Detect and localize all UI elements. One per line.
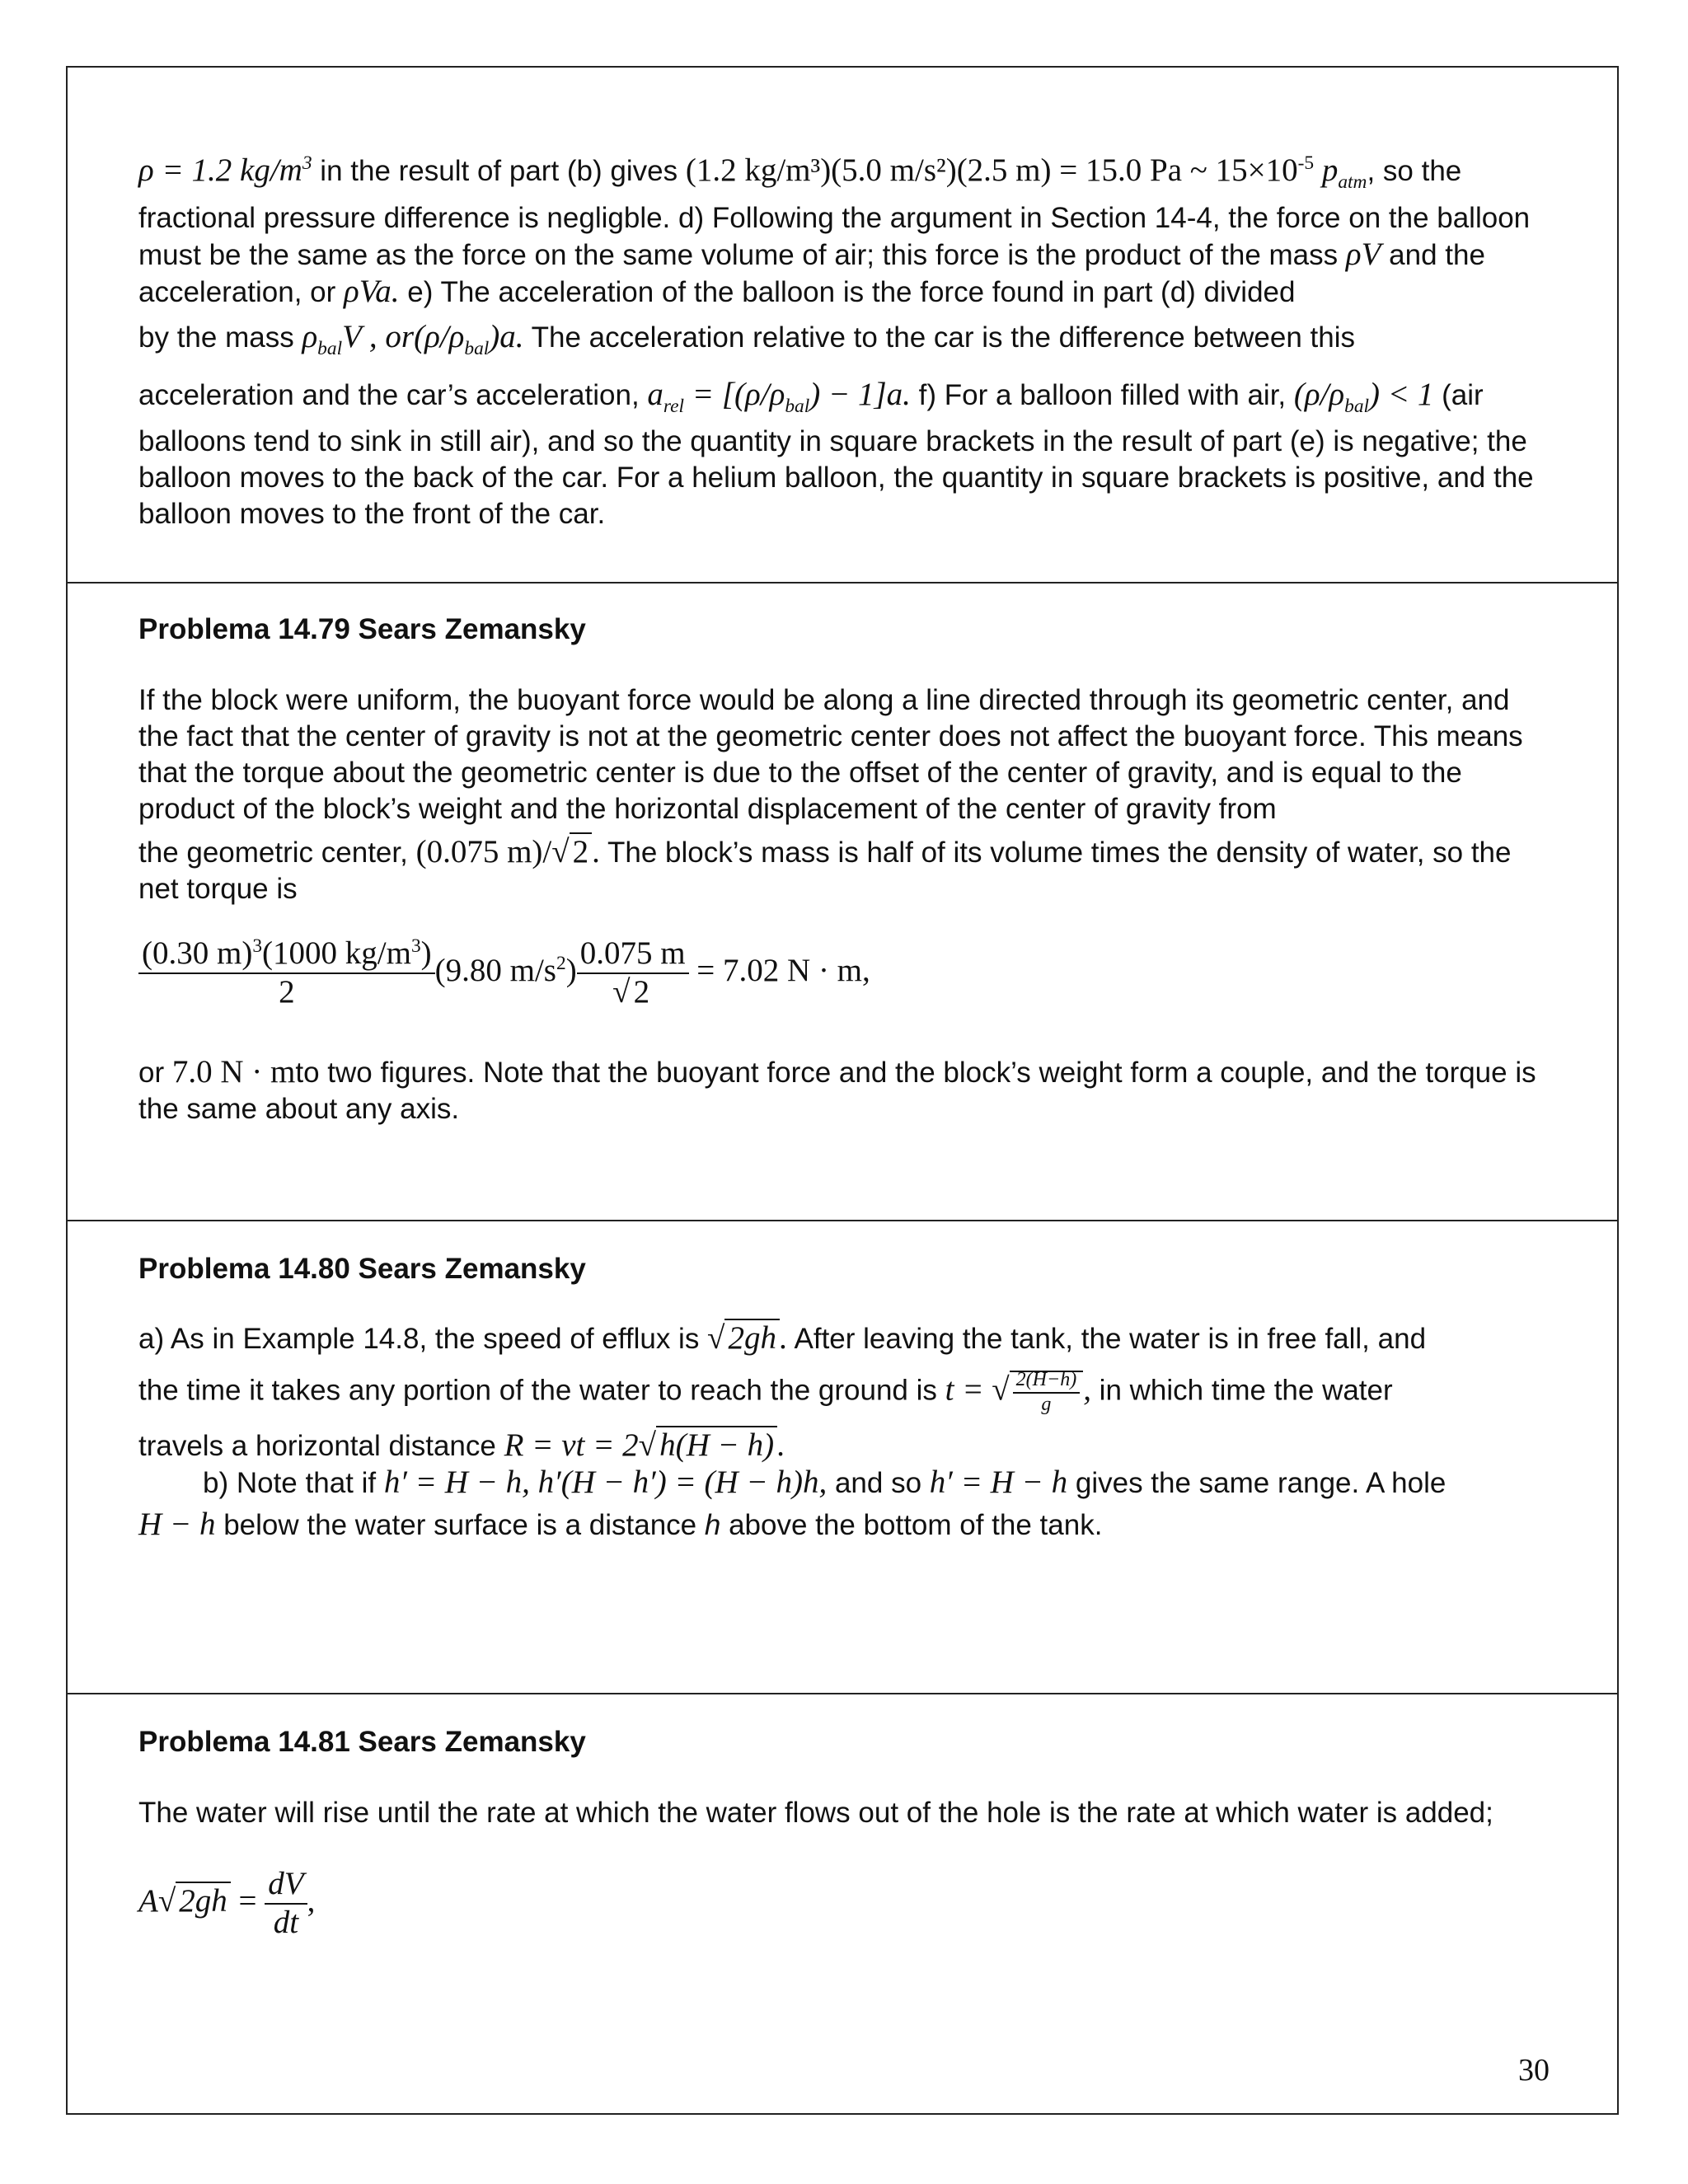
- section1-line1: ρ = 1.2 $kg/m^3$ in the result of part (b) gives (1.2 kg/m³)(5.0 m/s²)(2.5 m) = 15.0 Pa ~ $15\times 10^{-5}$ $p_{atm}$, so the: [138, 152, 1462, 193]
- section3-a-line2: the time it takes any portion of the water to reach the ground is t = √ $\frac{2(H-h)}{g}$ , in which time the water: [138, 1369, 1393, 1415]
- section3-b-line2: H − h below the water surface is a distance h above the bottom of the tank.: [138, 1507, 1103, 1543]
- section1-body-4: balloons tend to sink in still air), and so the quantity in square brackets in the result of part (e) is negative; the balloon moves to the back of the car. For a helium balloon, the quantity in square brackets is positive, and the balloon moves to the front of the car.: [138, 425, 1534, 531]
- section3-b-line1: b) Note that if h′ = H − h, h′(H − h′) = (H − h)h, and so h′ = H − h gives the same range. A hole: [203, 1465, 1447, 1501]
- section3-a-line1: a) As in Example 14.8, the speed of efflux is √ 2gh . After leaving the tank, the water is in free fall, and: [138, 1320, 1427, 1356]
- torque-equation: $\frac{(0.30 m)^3(1000 kg/m^3)}{2}$ (9.80 $m/s^2$) $\frac{0.075 m}{√ 2}$ = 7.02 N · m,: [138, 935, 1550, 1026]
- section-balloon-continuation: [138, 145, 1550, 532]
- section1-body-2: by the mass $\rho_{bal}V$ , $or(\rho/\rho_{bal})a$. The acceleration relative to the car is the difference between this: [138, 318, 1355, 359]
- heading-14-80: Problema 14.80 Sears Zemansky: [138, 1253, 586, 1285]
- page-number: 30: [1518, 2053, 1550, 2088]
- divider-1: [66, 582, 1619, 583]
- heading-14-79: Problema 14.79 Sears Zemansky: [138, 613, 586, 645]
- section1-body-3: acceleration and the car’s acceleration, $a_{rel} = [(\rho/\rho_{bal}) - 1]a$. f) For a balloon filled with air, $(\rho/\rho_{bal}) < 1$ (air: [138, 376, 1484, 417]
- pressure-eq: (1.2 kg/m³)(5.0 m/s²)(2.5 m) = 15.0 Pa ~ $15\times 10^{-5}$ $p_{atm}$: [685, 152, 1367, 193]
- divider-3: [66, 1693, 1619, 1694]
- section2-para1-end: the geometric center, (0.075 m)/√ 2 . The block’s mass is half of its volume times the density of water, so the net torque is: [138, 834, 1512, 905]
- section2-para2: or 7.0 N · mto two figures. Note that the buoyant force and the block’s weight form a couple, and the torque is the same about any axis.: [138, 1054, 1536, 1125]
- heading-14-81: Problema 14.81 Sears Zemansky: [138, 1726, 586, 1758]
- flow-equation: A√ 2gh = $\frac{dV}{dt}$ ,: [138, 1866, 316, 1940]
- section1-body: fractional pressure difference is negligble. d) Following the argument in Section 14-4, the force on the balloon must be the same as the force on the same volume of air; this force is the product of the mass ρV and the acceleration, or ρVa. e) The acceleration of the balloon is the force found in part (d) divided: [138, 201, 1531, 309]
- section4-para: The water will rise until the rate at which the water flows out of the hole is the rate at which water is added;: [138, 1797, 1493, 1829]
- section2-para1: If the block were uniform, the buoyant force would be along a line directed through its geometric center, and the fact that the center of gravity is not at the geometric center does not affect the buoyant force. This means that the torque about the geometric center is due to the offset of the center of gravity, and is equal to the product of the block’s weight and the horizontal displacement of the center of gravity from: [138, 684, 1523, 825]
- rho-eq: ρ = 1.2 $kg/m^3$: [138, 152, 312, 188]
- section-problem-14-80: [138, 1251, 1550, 1544]
- section-problem-14-79: [138, 612, 1550, 1127]
- section-problem-14-81: [138, 1724, 1550, 1942]
- section3-a-line3: travels a horizontal distance R = vt = 2√ h(H − h) .: [138, 1427, 785, 1464]
- divider-2: [66, 1220, 1619, 1221]
